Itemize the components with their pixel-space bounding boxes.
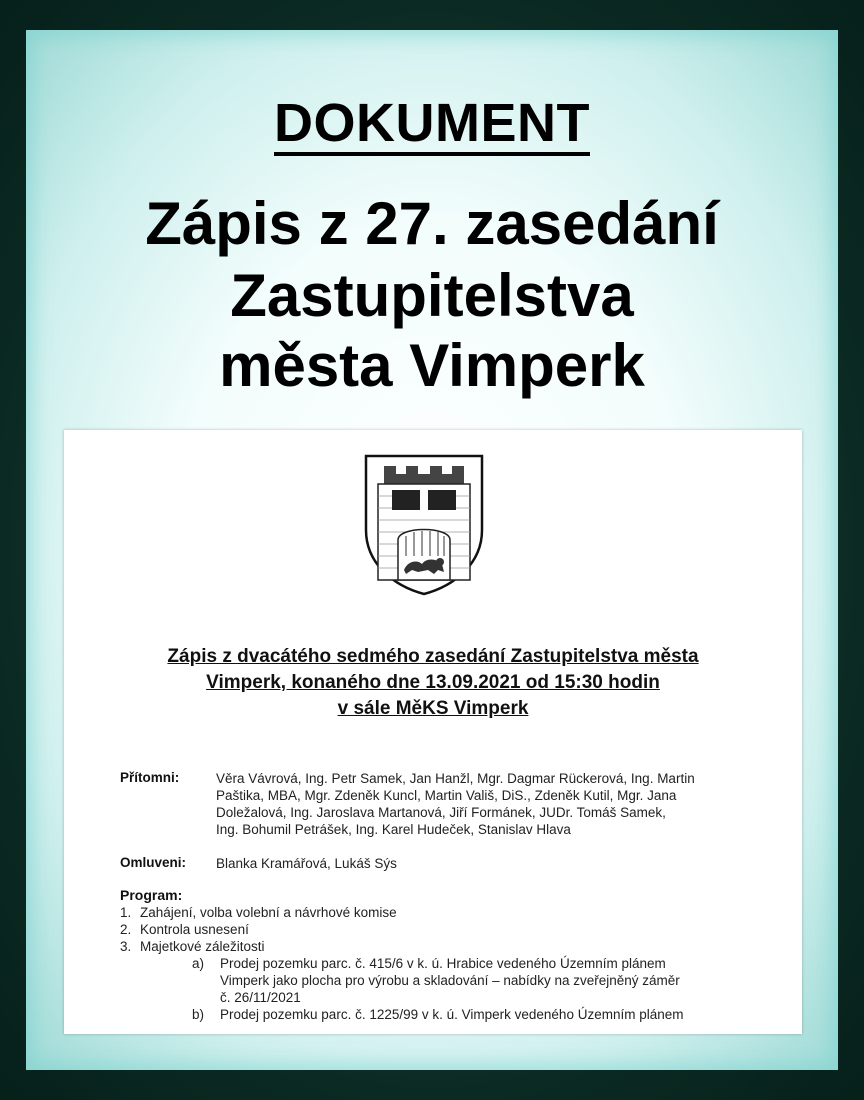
- program-item: 2. Kontrola usnesení: [120, 922, 249, 937]
- excused-label: Omluveni:: [120, 855, 187, 870]
- document-title-line-2: Vimperk, konaného dne 13.09.2021 od 15:30 hodin: [206, 672, 660, 693]
- present-label: Přítomni:: [120, 770, 180, 785]
- main-title-line-2: Zastupitelstva: [230, 262, 634, 329]
- program-item: 3. Majetkové záležitosti: [120, 939, 265, 954]
- program-subitem: a) Prodej pozemku parc. č. 415/6 v k. ú. Hrabice vedeného Územním plánem Vimperk jako plocha pro výrobu a skladování – nabídky na zveřejněný záměr č. 26/11/2021: [192, 956, 680, 1005]
- vimperk-coat-of-arms-icon: [362, 452, 486, 598]
- program-heading: Program:: [120, 887, 183, 903]
- document-label: DOKUMENT: [0, 92, 864, 156]
- document-title-line-1: Zápis z dvacátého sedmého zasedání Zastupitelstva města: [167, 646, 699, 667]
- present-list: Věra Vávrová, Ing. Petr Samek, Jan Hanžl, Mgr. Dagmar Rückerová, Ing. Martin Paštika, MBA, Mgr. Zdeněk Kuncl, Martin Vališ, DiS., Zdeněk Kutil, Mgr. Jana Doležalová, Ing. Jaroslava Martanová, Jiří Formánek, JUDr. Tomáš Samek, Ing. Bohumil Petrášek, Ing. Karel Hudeček, Stanislav Hlava: [216, 771, 695, 837]
- main-title-line-1: Zápis z 27. zasedání: [145, 190, 719, 257]
- program-subitem: b) Prodej pozemku parc. č. 1225/99 v k. ú. Vimperk vedeného Územním plánem: [192, 1007, 684, 1022]
- document-title-line-3: v sále MěKS Vimperk: [337, 698, 529, 719]
- main-title-line-3: města Vimperk: [219, 332, 645, 399]
- program-item: 1. Zahájení, volba volební a návrhové komise: [120, 905, 397, 920]
- excused-list: Blanka Kramářová, Lukáš Sýs: [216, 856, 397, 871]
- document-page: [64, 430, 802, 1034]
